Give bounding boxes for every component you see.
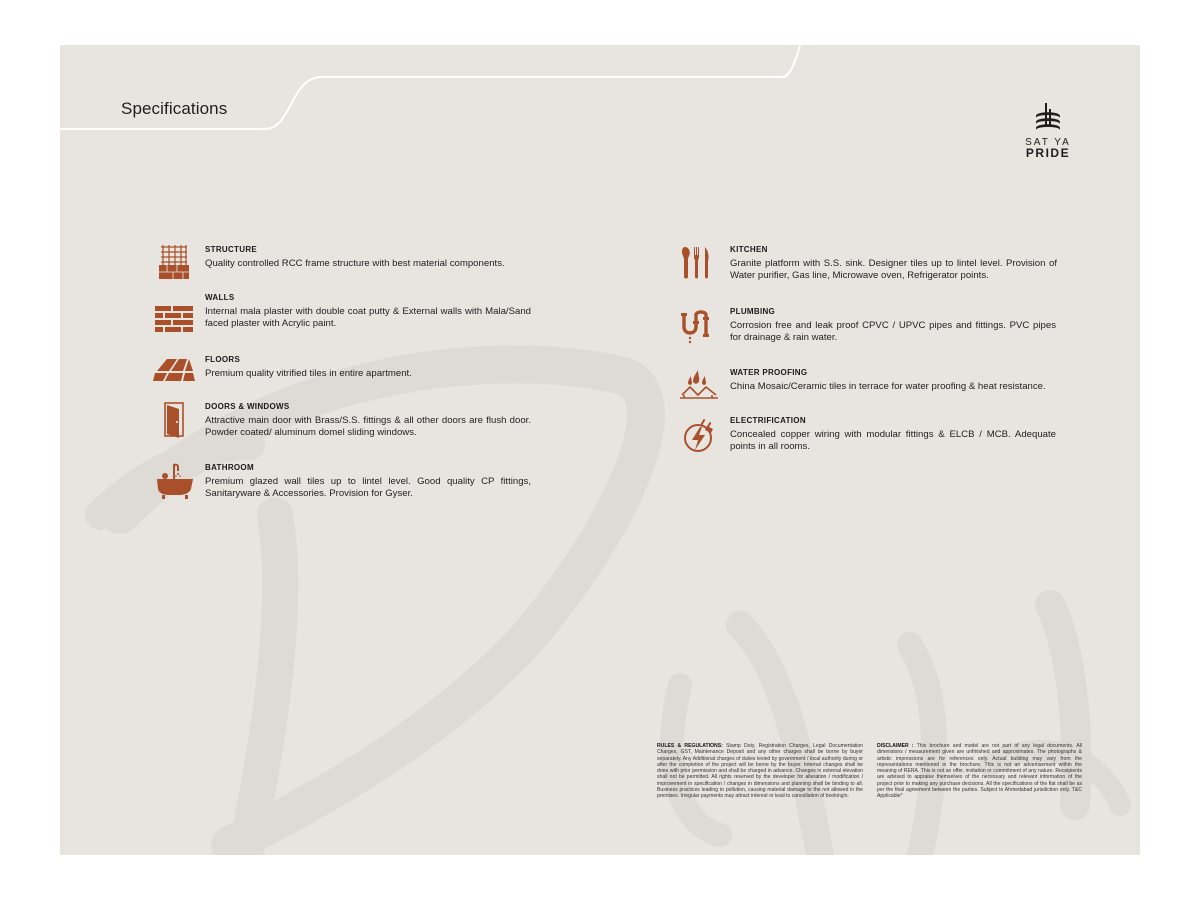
spec-heading: DOORS & WINDOWS (205, 402, 290, 411)
logo-mark-icon (1033, 103, 1063, 137)
spec-description: Quality controlled RCC frame structure with best material components. (205, 258, 505, 269)
spec-description: Attractive main door with Brass/S.S. fittings & all other doors are flush door. Powder coated/ aluminum domel sliding windows. (205, 415, 531, 438)
spec-heading: KITCHEN (730, 245, 768, 254)
door-icon (153, 402, 197, 442)
spec-heading: FLOORS (205, 355, 241, 364)
kitchen-icon (678, 245, 722, 285)
disclaimer-label: DISCLAIMER : (877, 743, 914, 749)
plumbing-icon (678, 307, 722, 347)
spec-doors-windows (153, 402, 533, 442)
disclaimer-text: This brochure and model are not part of any legal documents. All dimensions / measurement given are unfinished and approximates. The photographs & artistic impressions are for references only. Actual building may vary from the representations mentioned in the brochure. This is not an advertisement within the meaning of RERA. This is not an offer, invitation or commitment of any nature. Receipients are advised to appraise themselves of the necessary and relevant information of the project prior to making any purchase decisions. All the specifications of the flat shall be as per the final agreement between the parties. Subject to Ahmedabad jurisdiction only. T&C Applicable* (877, 743, 1082, 800)
spec-heading: PLUMBING (730, 307, 776, 316)
floors-icon (153, 355, 197, 395)
spec-structure (153, 245, 533, 285)
spec-heading: WALLS (205, 293, 235, 302)
electric-icon (678, 416, 722, 456)
spec-kitchen (678, 245, 1098, 285)
spec-description: China Mosaic/Ceramic tiles in terrace for water proofing & heat resistance. (730, 381, 1046, 392)
spec-description: Premium glazed wall tiles up to lintel level. Good quality CP fittings, Sanitaryware & Accessories. Provision for Gyser. (205, 476, 531, 499)
spec-heading: WATER PROOFING (730, 368, 808, 377)
spec-walls (153, 293, 533, 333)
spec-description: Premium quality vitrified tiles in entire apartment. (205, 368, 412, 379)
logo-word-pride: PRIDE (1025, 146, 1071, 160)
water-proofing-icon (678, 368, 722, 408)
spec-electrification (678, 416, 1098, 456)
spec-bathroom (153, 463, 533, 503)
rules-text: Stamp Duty, Registration Charges, Legal Documentation Charges, GST, Maintenance Deposit and any other charges shall be borne by buyer separately. Any Additional charges of duties levied by government / local authority during or after the completion of the project will be borne by the buyer. Internal changes shall be done with prior permission and shall be charged in advance. Changes in external elevation shall not be permitted. All rights reserved by the developer for alteration / modification / improvement in specification / changes in dimensions and planning shall be binding to all. Business practices leading to pollution, causing material damage to the not allowed in the premises. Irregular payments may attract interest or lead to cancellation of booking/s. (657, 743, 863, 800)
page-title: Specifications (121, 99, 228, 118)
spec-description: Internal mala plaster with double coat putty & External walls with Mala/Sand faced plaster with Acrylic paint. (205, 306, 531, 329)
spec-heading: ELECTRIFICATION (730, 416, 806, 425)
spec-description: Granite platform with S.S. sink. Designer tiles up to lintel level. Provision of Water purifier, Gas line, Microwave oven, Refrigerator points. (730, 258, 1057, 281)
structure-icon (153, 245, 197, 285)
bathtub-icon (153, 463, 197, 503)
spec-water-proofing (678, 368, 1098, 404)
spec-floors (153, 355, 533, 385)
rules-regulations-block (657, 743, 863, 800)
walls-icon (153, 293, 197, 333)
logo-word-satya: SAT YA (1025, 137, 1071, 148)
spec-heading: BATHROOM (205, 463, 254, 472)
rules-label: RULES & REGULATIONS: (657, 743, 723, 749)
spec-plumbing (678, 307, 1098, 347)
spec-description: Concealed copper wiring with modular fittings & ELCB / MCB. Adequate points in all rooms. (730, 429, 1056, 452)
spec-description: Corrosion free and leak proof CPVC / UPVC pipes and fittings. PVC pipes for drainage & rain water. (730, 320, 1056, 343)
brochure-page (60, 45, 1140, 855)
disclaimer-block (877, 743, 1082, 800)
spec-heading: STRUCTURE (205, 245, 258, 254)
brand-logo (1008, 103, 1088, 169)
